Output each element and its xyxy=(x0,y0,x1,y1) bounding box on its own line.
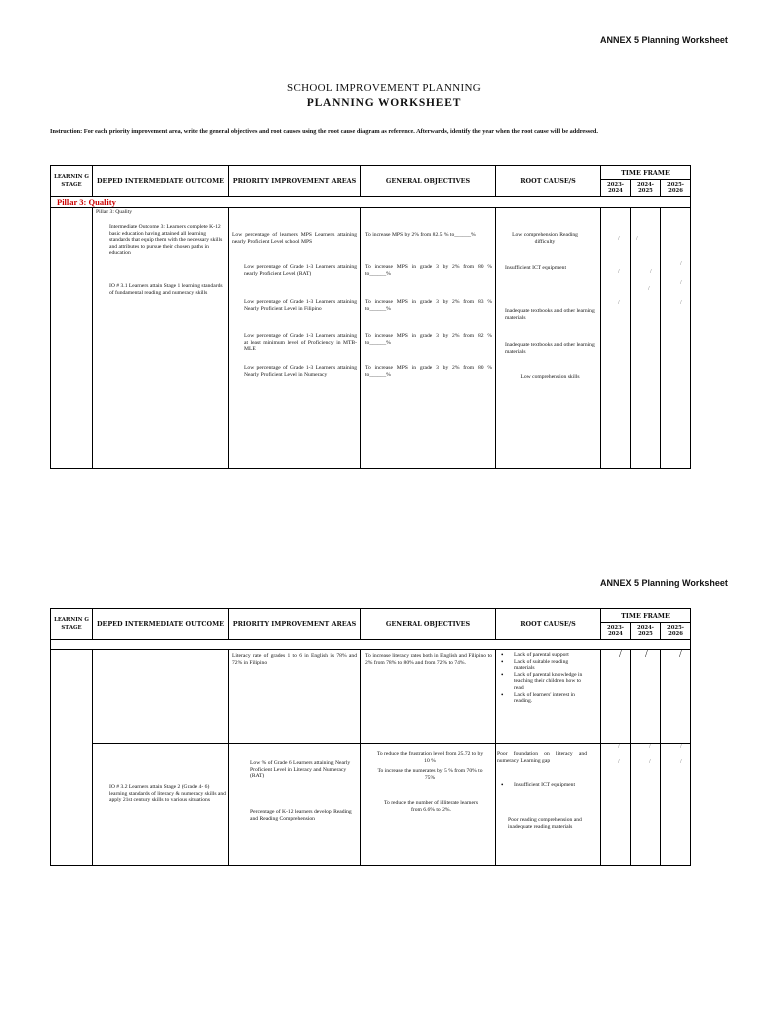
header-pia: PRIORITY IMPROVEMENT AREAS xyxy=(229,609,361,640)
check-mark: / xyxy=(649,744,651,750)
pia-item: Percentage of K-12 learners develop Reading and Reading Comprehension xyxy=(250,809,352,822)
pia-item: Low percentage of Grade 1-3 Learners attaining Nearly Proficient Level in Filipino xyxy=(244,299,357,312)
outcome-cell-2 xyxy=(93,744,229,866)
check-mark: / xyxy=(618,236,620,242)
pia-item: Low % of Grade 6 Learners attaining Nearly Proficient Level in Literacy and Numeracy (RAT) xyxy=(250,760,351,780)
root-cause-item: • Lack of learners' interest in reading. xyxy=(497,692,585,705)
learning-stage-cell xyxy=(51,208,93,469)
header-year-2: 2024-2025 xyxy=(631,180,661,197)
objective-item: To increase MPS by 2% from 82.5 % to______% xyxy=(365,232,476,238)
pia-item: Low percentage of Grade 1-3 Learners attaining nearly Proficient Level (RAT) xyxy=(244,264,357,277)
objectives-cell xyxy=(361,650,496,744)
check-mark: / xyxy=(680,744,682,750)
root-causes-cell xyxy=(496,208,601,469)
header-year-1: 2023-2024 xyxy=(601,180,631,197)
year-3-cell xyxy=(661,650,691,744)
check-mark: / xyxy=(649,759,651,765)
check-mark: / xyxy=(636,236,638,242)
annex-label: ANNEX 5 Planning Worksheet xyxy=(600,35,728,45)
pia-item: Low percentage of Grade 1-3 Learners attaining at least minimum level of Proficiency in MTB-MLE xyxy=(244,333,357,353)
outcome-cell xyxy=(93,208,229,469)
instruction-text: Instruction: For each priority improvement area, write the general objectives and root causes using the root cause diagram as reference. Afterwards, identify the year when the root cause will be addressed. xyxy=(50,128,598,135)
year-3-cell xyxy=(661,744,691,866)
check-mark: / xyxy=(645,649,648,660)
outcome-cell xyxy=(93,650,229,744)
objective-item: To increase the numerates by 5 % from 70% to 75% xyxy=(377,768,483,781)
check-mark: / xyxy=(618,300,620,306)
root-cause-list xyxy=(497,782,577,789)
root-cause-item: • Lack of suitable reading materials xyxy=(497,659,585,672)
year-1-cell xyxy=(601,208,631,469)
header-year-2: 2024-2025 xyxy=(631,623,661,640)
objective-item: To increase MPS in grade 3 by 2% from 83 % to______% xyxy=(365,299,492,312)
root-cause-item: Inadequate textbooks and other learning materials xyxy=(505,342,595,355)
root-cause-list xyxy=(497,652,585,705)
planning-table-2 xyxy=(50,608,691,866)
header-learning-stage: LEARNIN G STAGE xyxy=(51,166,93,197)
root-cause-item: • Lack of parental knowledge in teaching their children how to read xyxy=(497,672,585,692)
root-cause-item: Poor reading comprehension and inadequate reading materials xyxy=(508,817,582,830)
check-mark: / xyxy=(680,300,682,306)
header-root-causes: ROOT CAUSE/S xyxy=(496,609,601,640)
check-mark: / xyxy=(679,649,682,660)
objective-item: To increase MPS in grade 3 by 2% from 80 % to______% xyxy=(365,365,492,378)
year-2-cell xyxy=(631,744,661,866)
page-title: PLANNING WORKSHEET xyxy=(306,97,462,109)
objective-item: To increase literacy rates both in English and Filipino to 2% from 78% to 80% and from 72% to 74%. xyxy=(365,653,492,666)
objective-item: To increase MPS in grade 3 by 2% from 80 % to______% xyxy=(365,264,492,277)
objectives-cell-2 xyxy=(361,744,496,866)
check-mark: / xyxy=(680,759,682,765)
pia-cell xyxy=(229,650,361,744)
io-3-2-text: IO # 3.2 Learners attain Stage 2 (Grade 4- 6) learning standards of literacy & numeracy skills and apply 21st century skills to various situations xyxy=(109,784,226,804)
planning-table-1 xyxy=(50,165,691,469)
objective-item: To increase MPS in grade 3 by 2% from 82 % to______% xyxy=(365,333,492,346)
header-outcome: DEPED INTERMEDIATE OUTCOME xyxy=(93,166,229,197)
year-2-cell xyxy=(631,208,661,469)
io-3-1-text: IO # 3.1 Learners attain Stage 1 learning standards of fundamental reading and numeracy skills xyxy=(109,283,223,296)
header-pia: PRIORITY IMPROVEMENT AREAS xyxy=(229,166,361,197)
root-cause-item: Insufficient ICT equipment xyxy=(505,265,567,271)
check-mark: / xyxy=(618,744,620,750)
header-outcome: DEPED INTERMEDIATE OUTCOME xyxy=(93,609,229,640)
root-cause-item: Inadequate textbooks and other learning materials xyxy=(505,308,595,321)
header-objectives: GENERAL OBJECTIVES xyxy=(361,609,496,640)
blank-row xyxy=(51,640,691,650)
pia-cell xyxy=(229,208,361,469)
header-year-3: 2025-2026 xyxy=(661,623,691,640)
root-causes-cell-2 xyxy=(496,744,601,866)
header-year-1: 2023-2024 xyxy=(601,623,631,640)
check-mark: / xyxy=(618,269,620,275)
header-learning-stage: LEARNIN G STAGE xyxy=(51,609,93,640)
header-objectives: GENERAL OBJECTIVES xyxy=(361,166,496,197)
year-3-cell xyxy=(661,208,691,469)
annex-label-2: ANNEX 5 Planning Worksheet xyxy=(600,578,728,588)
pia-item: Low percentage of learners MPS Learners attaining nearly Proficient Level school MPS xyxy=(232,232,357,245)
root-cause-item: • Insufficient ICT equipment xyxy=(497,782,577,789)
pia-item: Low percentage of Grade 1-3 Learners attaining Nearly Proficient Level in Numeracy xyxy=(244,365,357,378)
check-mark: / xyxy=(650,269,652,275)
title-line1: SCHOOL IMPROVEMENT PLANNING xyxy=(287,82,481,94)
check-mark: / xyxy=(618,759,620,765)
check-mark: / xyxy=(648,286,650,292)
pillar-small-label: Pillar 3: Quality xyxy=(96,209,133,215)
check-mark: / xyxy=(680,261,682,267)
check-mark: / xyxy=(680,280,682,286)
pillar-heading: Pillar 3: Quality xyxy=(51,197,691,208)
header-year-3: 2025-2026 xyxy=(661,180,691,197)
objective-item: To reduce the number of illiterate learners from 6.6% to 2%. xyxy=(383,800,479,813)
check-mark: / xyxy=(619,649,622,660)
learning-stage-cell xyxy=(51,650,93,866)
pia-cell-2 xyxy=(229,744,361,866)
header-root-causes: ROOT CAUSE/S xyxy=(496,166,601,197)
header-time-frame: TIME FRAME xyxy=(601,609,691,623)
root-causes-cell xyxy=(496,650,601,744)
objective-item: To reduce the frustration level from 25.72 to by 10 % xyxy=(376,751,484,764)
root-cause-item: Poor foundation on literacy and numeracy Learning gap xyxy=(497,751,587,764)
root-cause-item: Low comprehension skills xyxy=(520,374,580,380)
pia-item: Literacy rate of grades 1 to 6 in English is 78% and 72% in Filipino xyxy=(232,653,357,666)
year-2-cell xyxy=(631,650,661,744)
objectives-cell xyxy=(361,208,496,469)
year-1-cell xyxy=(601,650,631,744)
intermediate-outcome-text: Intermediate Outcome 3: Learners complete K-12 basic education having attained all learning standards that equip them with the necessary skills and attributes to pursue their chosen paths in education xyxy=(109,224,223,257)
root-cause-item: Low comprehension Reading difficulty xyxy=(512,232,578,245)
header-time-frame: TIME FRAME xyxy=(601,166,691,180)
year-1-cell xyxy=(601,744,631,866)
root-cause-item: • Lack of parental support xyxy=(497,652,585,659)
